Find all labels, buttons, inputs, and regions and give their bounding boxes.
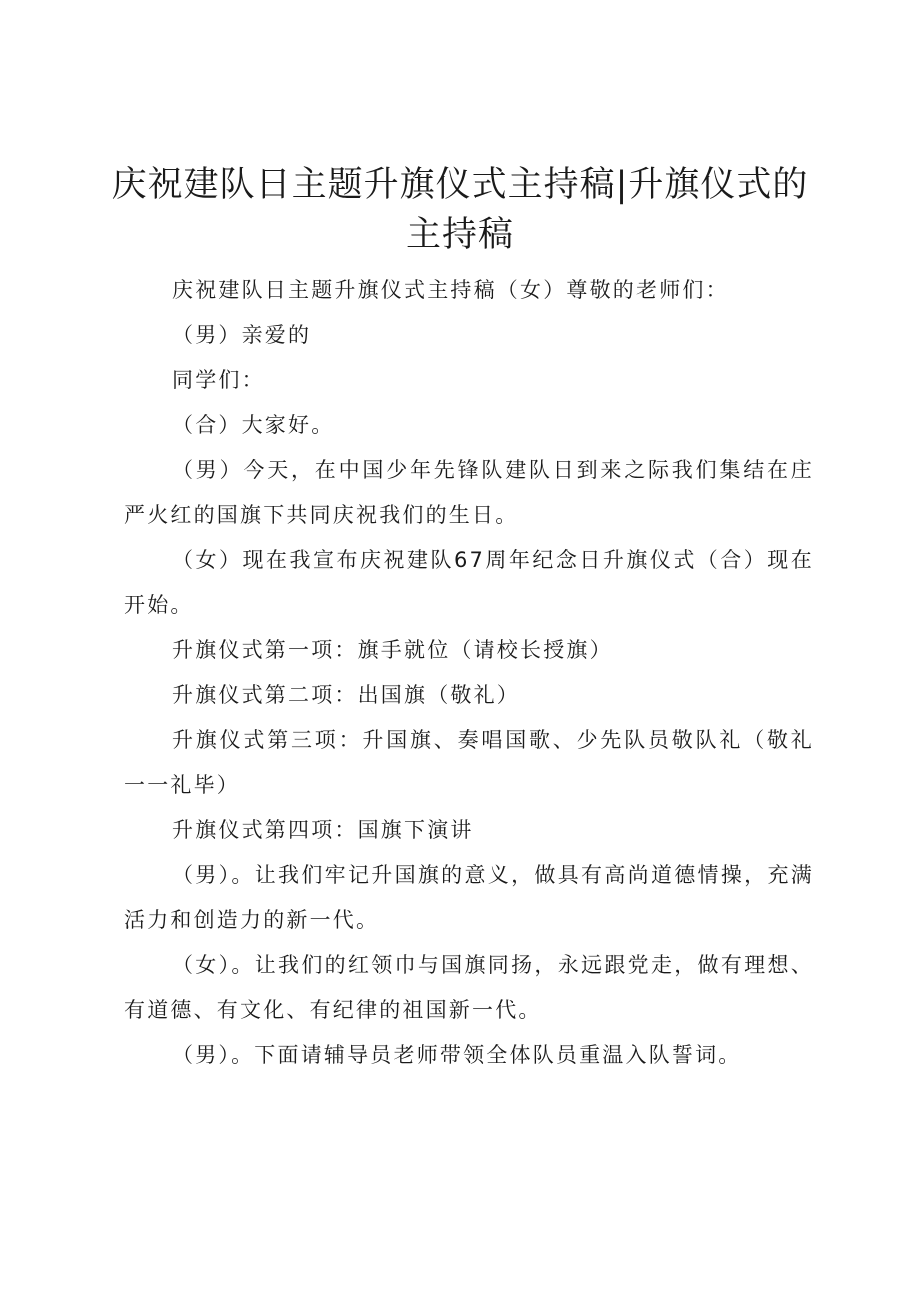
paragraph-step-3: 升旗仪式第三项：升国旗、奏唱国歌、少先队员敬队礼（敬礼一一礼毕）	[124, 728, 814, 797]
paragraph-male-remember: （男）。让我们牢记升国旗的意义，做具有高尚道德情操，充满活力和创造力的新一代。	[124, 863, 814, 932]
paragraph-classmates: 同学们：	[172, 368, 265, 392]
paragraph-male-oath: （男）。下面请辅导员老师带领全体队员重温入队誓词。	[172, 1043, 742, 1067]
paragraph-step-2: 升旗仪式第二项：出国旗（敬礼）	[172, 683, 520, 707]
document-title: 庆祝建队日主题升旗仪式主持稿|升旗仪式的主持稿	[111, 165, 809, 255]
paragraph-step-1: 升旗仪式第一项：旗手就位（请校长授旗）	[172, 638, 613, 662]
paragraph-female-scarf: （女）。让我们的红领巾与国旗同扬，永远跟党走，做有理想、有道德、有文化、有纪律的祖国新一代。	[124, 953, 814, 1022]
paragraph-intro: 庆祝建队日主题升旗仪式主持稿（女）尊敬的老师们：	[172, 278, 729, 302]
paragraph-step-4: 升旗仪式第四项：国旗下演讲	[172, 818, 474, 842]
paragraph-female-announce: （女）现在我宣布庆祝建队67周年纪念日升旗仪式（合）现在开始。	[124, 548, 814, 617]
paragraph-together-hello: （合）大家好。	[172, 413, 335, 437]
paragraph-male-greeting: （男）亲爱的	[172, 323, 312, 347]
paragraph-male-today: （男）今天，在中国少年先锋队建队日到来之际我们集结在庄严火红的国旗下共同庆祝我们的生日。	[124, 458, 814, 527]
